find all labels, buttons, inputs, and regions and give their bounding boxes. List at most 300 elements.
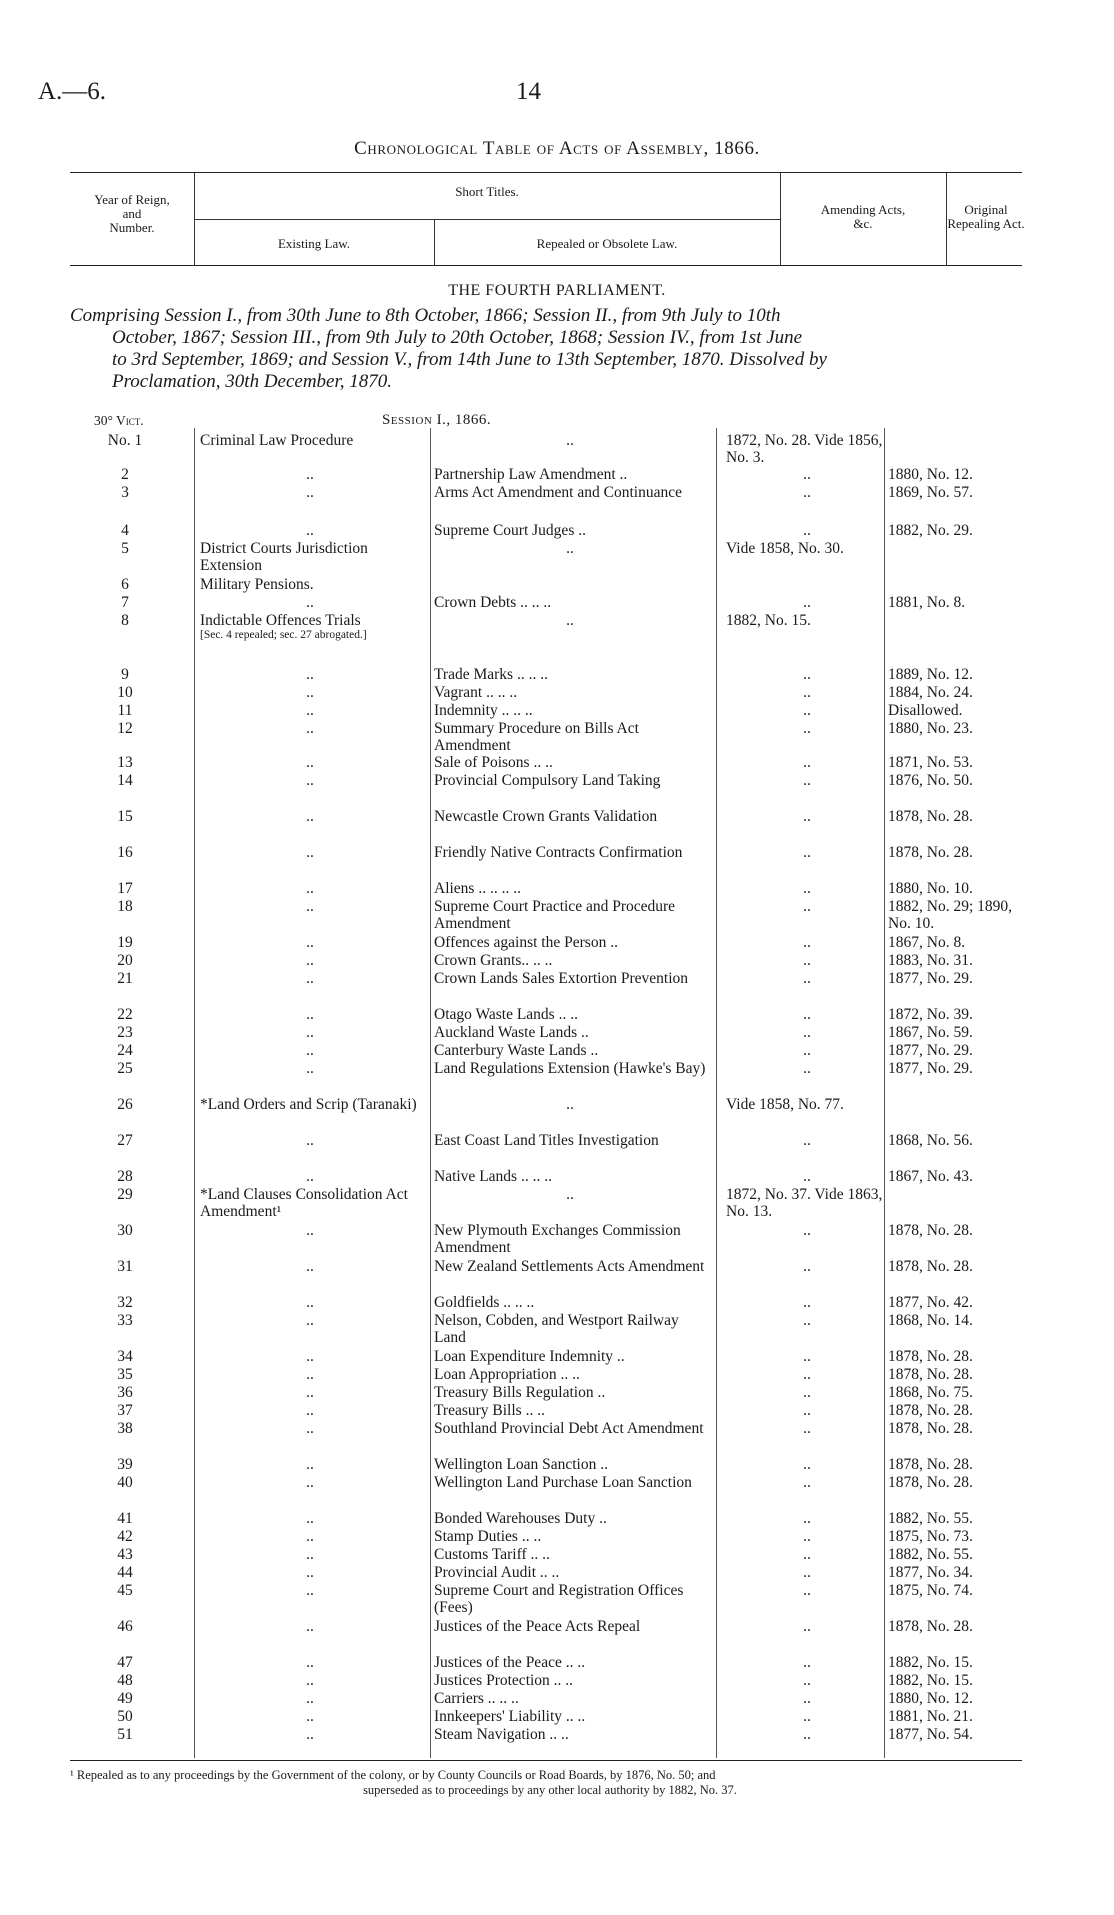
cell-text: .. — [306, 1294, 314, 1311]
cell-existing — [200, 1186, 420, 1220]
cell-text: .. — [306, 880, 314, 897]
cell-text: 4 — [121, 522, 129, 539]
cell-existing — [200, 1708, 420, 1725]
cell-text: .. — [306, 1474, 314, 1491]
cell-text: .. — [803, 1618, 811, 1635]
cell-num — [100, 898, 150, 915]
cell-text: .. — [803, 1420, 811, 1437]
cell-text: 44 — [117, 1564, 133, 1581]
cell-repealed — [434, 612, 706, 629]
cell-existing — [200, 844, 420, 861]
cell-text: .. — [306, 1564, 314, 1581]
cell-num — [100, 576, 150, 593]
cell-existing — [200, 1384, 420, 1401]
cell-text: .. — [803, 808, 811, 825]
cell-num — [100, 1654, 150, 1671]
cell-original — [888, 522, 1024, 539]
cell-text: .. — [306, 484, 314, 501]
cell-text: Steam Navigation .. .. — [434, 1726, 569, 1743]
cell-amending — [726, 1654, 888, 1671]
cell-amending — [726, 1006, 888, 1023]
cell-existing — [200, 702, 420, 719]
cell-text: 8 — [121, 612, 129, 629]
cell-amending — [726, 1096, 888, 1113]
cell-repealed — [434, 1474, 706, 1491]
cell-text: .. — [566, 1096, 574, 1113]
cell-text: .. — [306, 1132, 314, 1149]
cell-num — [100, 1042, 150, 1059]
cell-repealed — [434, 702, 706, 719]
cell-amending — [726, 952, 888, 969]
cell-text: Trade Marks .. .. .. — [434, 666, 548, 683]
cell-amending — [726, 612, 888, 629]
cell-num — [100, 1258, 150, 1275]
cell-text: 1867, No. 59. — [888, 1024, 973, 1041]
cell-text: 1882, No. 15. — [726, 612, 811, 629]
cell-text: 15 — [117, 808, 133, 825]
cell-text: 30 — [117, 1222, 133, 1239]
cell-text: .. — [803, 484, 811, 501]
cell-text: Otago Waste Lands .. .. — [434, 1006, 578, 1023]
cell-text: 6 — [121, 576, 129, 593]
cell-text: Treasury Bills Regulation .. — [434, 1384, 606, 1401]
cell-existing — [200, 484, 420, 501]
cell-original — [888, 970, 1024, 987]
cell-original — [888, 1168, 1024, 1185]
cell-text: Loan Expenditure Indemnity .. — [434, 1348, 625, 1365]
cell-text: Wellington Land Purchase Loan Sanction — [434, 1474, 692, 1491]
cell-original — [888, 1258, 1024, 1275]
cell-repealed — [434, 1546, 706, 1563]
cell-original — [888, 1294, 1024, 1311]
cell-existing — [200, 1312, 420, 1329]
cell-original — [888, 1042, 1024, 1059]
cell-amending — [726, 772, 888, 789]
cell-text: 1867, No. 8. — [888, 934, 966, 951]
cell-text: Aliens .. .. .. .. — [434, 880, 521, 897]
cell-existing — [200, 1726, 420, 1743]
cell-repealed — [434, 880, 706, 897]
cell-text: 11 — [117, 702, 133, 719]
cell-text: .. — [803, 1582, 811, 1599]
cell-text: 19 — [117, 934, 133, 951]
cell-text: .. — [566, 612, 574, 629]
cell-original — [888, 1132, 1024, 1149]
cell-text: .. — [306, 1420, 314, 1437]
cell-text: 1878, No. 28. — [888, 1474, 973, 1491]
cell-amending — [726, 1366, 888, 1383]
cell-num — [100, 952, 150, 969]
cell-repealed — [434, 952, 706, 969]
cell-text: Land Regulations Extension (Hawke's Bay) — [434, 1060, 706, 1077]
cell-num — [100, 1510, 150, 1527]
cell-repealed — [434, 1060, 706, 1077]
cell-text: Supreme Court Judges .. — [434, 522, 586, 539]
cell-text: .. — [306, 1024, 314, 1041]
cell-text: .. — [803, 1474, 811, 1491]
cell-existing — [200, 432, 420, 449]
cell-existing — [200, 934, 420, 951]
cell-original — [888, 1474, 1024, 1491]
cell-text: .. — [306, 522, 314, 539]
cell-text: 22 — [117, 1006, 133, 1023]
cell-num — [100, 1348, 150, 1365]
cell-original — [888, 1222, 1024, 1239]
cell-text: 1878, No. 28. — [888, 1402, 973, 1419]
cell-text: Provincial Compulsory Land Taking — [434, 772, 661, 789]
cell-repealed — [434, 1420, 706, 1437]
cell-text: 7 — [121, 594, 129, 611]
cell-text: 9 — [121, 666, 129, 683]
cell-text: 28 — [117, 1168, 133, 1185]
cell-text: .. — [803, 1528, 811, 1545]
cell-original — [888, 1546, 1024, 1563]
cell-text: Criminal Law Procedure — [200, 432, 354, 449]
cell-num — [100, 1312, 150, 1329]
cell-num — [100, 684, 150, 701]
cell-existing — [200, 522, 420, 539]
cell-text: 1876, No. 50. — [888, 772, 973, 789]
description-line: October, 1867; Session III., from 9th July to 20th October, 1868; Session IV., from 1st June — [112, 327, 803, 348]
cell-original — [888, 720, 1024, 737]
cell-existing — [200, 666, 420, 683]
cell-text: 1872, No. 39. — [888, 1006, 973, 1023]
cell-text: .. — [803, 772, 811, 789]
cell-amending — [726, 808, 888, 825]
cell-text: East Coast Land Titles Investigation — [434, 1132, 659, 1149]
cell-text: .. — [566, 432, 574, 449]
cell-num — [100, 1222, 150, 1239]
cell-amending — [726, 754, 888, 771]
cell-repealed — [434, 666, 706, 683]
cell-num — [100, 1564, 150, 1581]
cell-text: .. — [803, 1690, 811, 1707]
cell-text: .. — [566, 1186, 574, 1203]
cell-text: 50 — [117, 1708, 133, 1725]
cell-text: 13 — [117, 754, 133, 771]
cell-text: 1882, No. 29. — [888, 522, 973, 539]
cell-text: .. — [803, 702, 811, 719]
cell-text: 1878, No. 28. — [888, 1348, 973, 1365]
cell-text: Stamp Duties .. .. — [434, 1528, 542, 1545]
cell-num — [100, 484, 150, 501]
cell-text: .. — [306, 1168, 314, 1185]
cell-repealed — [434, 1402, 706, 1419]
cell-repealed — [434, 1294, 706, 1311]
cell-original — [888, 1528, 1024, 1545]
cell-repealed — [434, 1168, 706, 1185]
cell-original — [888, 934, 1024, 951]
cell-original — [888, 844, 1024, 861]
cell-amending — [726, 844, 888, 861]
cell-amending — [726, 1294, 888, 1311]
cell-text: .. — [803, 880, 811, 897]
cell-text: .. — [306, 1528, 314, 1545]
cell-text: 1872, No. 37. Vide 1863, No. 13. — [726, 1186, 883, 1220]
cell-text: 31 — [117, 1258, 133, 1275]
cell-existing — [200, 1024, 420, 1041]
cell-text: 1881, No. 21. — [888, 1708, 973, 1725]
cell-repealed — [434, 1564, 706, 1581]
cell-repealed — [434, 1132, 706, 1149]
cell-original — [888, 1582, 1024, 1599]
column-divider — [716, 428, 717, 1758]
cell-text: 1875, No. 74. — [888, 1582, 973, 1599]
cell-num — [100, 1366, 150, 1383]
cell-text: .. — [803, 1312, 811, 1329]
cell-text: .. — [306, 1546, 314, 1563]
cell-text: 1872, No. 28. Vide 1856, No. 3. — [726, 432, 883, 466]
cell-num — [100, 1060, 150, 1077]
cell-text: District Courts Jurisdiction Extension — [200, 540, 368, 574]
cell-text: Vide 1858, No. 30. — [726, 540, 844, 557]
cell-amending — [726, 1312, 888, 1329]
cell-num — [100, 844, 150, 861]
header-text: and — [122, 206, 142, 221]
cell-text: .. — [803, 684, 811, 701]
cell-text: 1878, No. 28. — [888, 1456, 973, 1473]
cell-text: .. — [803, 1546, 811, 1563]
cell-text: .. — [306, 934, 314, 951]
cell-amending — [726, 466, 888, 483]
cell-text: 1877, No. 29. — [888, 1060, 973, 1077]
cell-text: 37 — [117, 1402, 133, 1419]
cell-text: Southland Provincial Debt Act Amendment — [434, 1420, 704, 1437]
cell-text: Native Lands .. .. .. — [434, 1168, 552, 1185]
cell-amending — [726, 1456, 888, 1473]
cell-amending — [726, 934, 888, 951]
cell-text: Customs Tariff .. .. — [434, 1546, 550, 1563]
cell-existing — [200, 1402, 420, 1419]
header-text: &c. — [853, 216, 873, 231]
session-heading: Session I., 1866. — [382, 412, 492, 428]
cell-text: .. — [803, 1294, 811, 1311]
cell-num — [100, 594, 150, 611]
cell-text: 45 — [117, 1582, 133, 1599]
cell-repealed — [434, 1582, 706, 1616]
cell-original — [888, 1006, 1024, 1023]
cell-existing — [200, 1654, 420, 1671]
cell-text: .. — [306, 1222, 314, 1239]
cell-text: 1877, No. 29. — [888, 970, 973, 987]
cell-text: 1882, No. 55. — [888, 1546, 973, 1563]
cell-num — [100, 1132, 150, 1149]
cell-amending — [726, 1618, 888, 1635]
cell-text: 1869, No. 57. — [888, 484, 973, 501]
cell-original — [888, 1456, 1024, 1473]
cell-text: .. — [306, 1060, 314, 1077]
cell-text: .. — [306, 594, 314, 611]
cell-text: .. — [803, 1564, 811, 1581]
cell-text: 1868, No. 56. — [888, 1132, 973, 1149]
cell-num — [100, 1474, 150, 1491]
cell-text: 20 — [117, 952, 133, 969]
cell-original — [888, 1654, 1024, 1671]
cell-num — [100, 1456, 150, 1473]
cell-text: Arms Act Amendment and Continuance — [434, 484, 682, 501]
cell-text: 25 — [117, 1060, 133, 1077]
cell-original — [888, 594, 1024, 611]
cell-num — [100, 1618, 150, 1635]
cell-text: No. 1 — [107, 432, 143, 449]
cell-text: .. — [306, 1708, 314, 1725]
cell-num — [100, 1546, 150, 1563]
cell-text: 1878, No. 28. — [888, 1366, 973, 1383]
cell-text: .. — [306, 1510, 314, 1527]
cell-repealed — [434, 720, 706, 754]
cell-text: 43 — [117, 1546, 133, 1563]
header-text: Repealing Act. — [947, 216, 1025, 231]
cell-num — [100, 970, 150, 987]
cell-text: .. — [803, 1042, 811, 1059]
cell-amending — [726, 594, 888, 611]
cell-text: .. — [306, 1402, 314, 1419]
header-existing-law: Existing Law. — [277, 236, 351, 251]
cell-num — [100, 1672, 150, 1689]
cell-existing — [200, 1042, 420, 1059]
cell-text: .. — [803, 898, 811, 915]
cell-text: 1875, No. 73. — [888, 1528, 973, 1545]
cell-repealed — [434, 1096, 706, 1113]
cell-text: .. — [306, 1348, 314, 1365]
cell-text: 17 — [117, 880, 133, 897]
cell-repealed — [434, 466, 706, 483]
cell-repealed — [434, 540, 706, 557]
cell-text: 34 — [117, 1348, 133, 1365]
cell-num — [100, 880, 150, 897]
cell-original — [888, 1366, 1024, 1383]
cell-num — [100, 808, 150, 825]
cell-text: Carriers .. .. .. — [434, 1690, 519, 1707]
cell-amending — [726, 720, 888, 737]
cell-text: .. — [306, 952, 314, 969]
cell-text: .. — [306, 702, 314, 719]
cell-amending — [726, 1222, 888, 1239]
cell-existing — [200, 952, 420, 969]
cell-text: 46 — [117, 1618, 133, 1635]
cell-num — [100, 720, 150, 737]
description-line: Proclamation, 30th December, 1870. — [112, 371, 393, 392]
cell-amending — [726, 1546, 888, 1563]
cell-text: 1868, No. 14. — [888, 1312, 973, 1329]
cell-text: 39 — [117, 1456, 133, 1473]
cell-text: 1877, No. 42. — [888, 1294, 973, 1311]
cell-text: 1882, No. 15. — [888, 1672, 973, 1689]
cell-text: 48 — [117, 1672, 133, 1689]
cell-text: 1877, No. 34. — [888, 1564, 973, 1581]
cell-num — [100, 1294, 150, 1311]
cell-text: .. — [803, 666, 811, 683]
cell-repealed — [434, 1510, 706, 1527]
cell-text: .. — [306, 1654, 314, 1671]
cell-num — [100, 466, 150, 483]
cell-text: Nelson, Cobden, and Westport Railway Land — [434, 1312, 679, 1346]
cell-existing — [200, 754, 420, 771]
cell-original — [888, 1024, 1024, 1041]
cell-text: Sale of Poisons .. .. — [434, 754, 553, 771]
cell-amending — [726, 898, 888, 915]
cell-existing — [200, 576, 420, 593]
cell-text: 23 — [117, 1024, 133, 1041]
cell-repealed — [434, 1726, 706, 1743]
cell-num — [100, 522, 150, 539]
cell-text: 1882, No. 55. — [888, 1510, 973, 1527]
cell-text: .. — [306, 684, 314, 701]
cell-num — [100, 702, 150, 719]
table-bottom-rule — [70, 1760, 1022, 1761]
description-line: Comprising Session I., from 30th June to 8th October, 1866; Session II., from 9th July to 10th — [70, 305, 781, 326]
cell-text: 1868, No. 75. — [888, 1384, 973, 1401]
cell-existing — [200, 720, 420, 737]
cell-amending — [726, 1024, 888, 1041]
cell-text: Crown Grants.. .. .. — [434, 952, 553, 969]
cell-amending — [726, 1348, 888, 1365]
cell-text: .. — [306, 754, 314, 771]
cell-original — [888, 1564, 1024, 1581]
cell-text: .. — [306, 1366, 314, 1383]
cell-text: 40 — [117, 1474, 133, 1491]
cell-text: .. — [306, 1258, 314, 1275]
cell-num — [100, 772, 150, 789]
cell-text: .. — [306, 666, 314, 683]
footnote-line: ¹ Repealed as to any proceedings by the Government of the colony, or by County Councils or Road Boards, by 1876, No. 50; and — [70, 1768, 716, 1782]
cell-amending — [726, 540, 888, 557]
cell-existing — [200, 772, 420, 789]
cell-text: 1884, No. 24. — [888, 684, 973, 701]
cell-text: .. — [306, 466, 314, 483]
cell-amending — [726, 1060, 888, 1077]
cell-text: Bonded Warehouses Duty .. — [434, 1510, 607, 1527]
cell-text: Justices Protection .. .. — [434, 1672, 574, 1689]
cell-repealed — [434, 1258, 706, 1275]
cell-text: 1877, No. 54. — [888, 1726, 973, 1743]
cell-repealed — [434, 1222, 706, 1256]
cell-num — [100, 1708, 150, 1725]
column-divider — [194, 428, 195, 1758]
cell-num — [100, 612, 150, 629]
cell-text: 10 — [117, 684, 133, 701]
cell-num — [100, 540, 150, 557]
cell-num — [100, 1726, 150, 1743]
cell-num — [100, 1024, 150, 1041]
cell-text: .. — [306, 772, 314, 789]
cell-existing — [200, 684, 420, 701]
cell-existing — [200, 1510, 420, 1527]
header-text: Year of Reign, — [94, 192, 170, 207]
cell-original — [888, 1726, 1024, 1743]
cell-amending — [726, 1042, 888, 1059]
header-text: Original — [964, 202, 1008, 217]
cell-text: 1877, No. 29. — [888, 1042, 973, 1059]
cell-text: .. — [306, 1618, 314, 1635]
cell-repealed — [434, 1384, 706, 1401]
cell-amending — [726, 484, 888, 501]
cell-amending — [726, 522, 888, 539]
cell-text: 1878, No. 28. — [888, 1618, 973, 1635]
cell-text: .. — [803, 1258, 811, 1275]
cell-amending — [726, 684, 888, 701]
cell-amending — [726, 1420, 888, 1437]
cell-original — [888, 754, 1024, 771]
cell-original — [888, 1348, 1024, 1365]
cell-repealed — [434, 1006, 706, 1023]
cell-amending — [726, 432, 888, 466]
cell-original — [888, 466, 1024, 483]
cell-existing — [200, 1258, 420, 1275]
cell-existing — [200, 466, 420, 483]
cell-text: Crown Debts .. .. .. — [434, 594, 552, 611]
cell-num — [100, 1006, 150, 1023]
